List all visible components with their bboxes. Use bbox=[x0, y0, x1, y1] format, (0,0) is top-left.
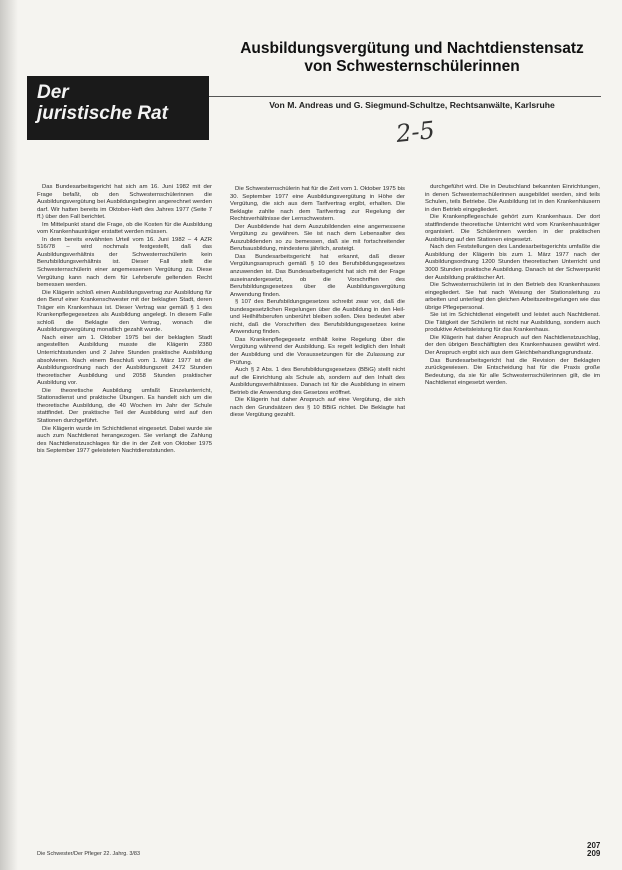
article-title bbox=[222, 40, 602, 76]
paragraph: Die Klägerin schloß einen Ausbildungsvertrag zur Ausbildung für den Beruf einer Krankenschwester mit der beklagten Stadt, deren Träger ein Krankenhaus ist. Dieser Vertrag war gemäß § 1 des Krankenpflegegesetzes als Ausbildung angelegt. In diesem Falle schloß die Beklagte den Vertrag, wonach die Ausbildungsvergütung monatlich gezahlt wurde. bbox=[37, 289, 212, 334]
page-number-a: 207 bbox=[587, 841, 601, 850]
byline: Von M. Andreas und G. Siegmund-Schultze, Rechtsanwälte, Karlsruhe bbox=[269, 100, 555, 110]
paragraph: Auch § 2 Abs. 1 des Berufsbildungsgesetzes (BBiG) stellt nicht auf die Einrichtung als Schule ab, sondern auf den Inhalt des Ausbildungsverhältnisses. Danach ist für die Ausbildung in einem Betrieb die Anwendung des Gesetzes eröffnet. bbox=[230, 367, 405, 396]
text-column-3 bbox=[425, 184, 600, 848]
title-line-2: von Schwesternschülerinnen bbox=[304, 58, 520, 75]
header-rule bbox=[209, 96, 601, 97]
paragraph: Nach einer am 1. Oktober 1975 bei der beklagten Stadt angestellten Ausbildung musste die Klägerin 2380 Unterrichtsstunden und 2 Jahre Stunden praktische Ausbildung absolvieren. Nach einem Beschluß vom 1. März 1977 ist die Ausbildungsordnung nach der Ausbildungszeit 2472 Stunden theoretischer Ausbildung und 2058 Stunden praktischer Ausbildung vor. bbox=[37, 334, 212, 387]
paragraph: Das Krankenpflegegesetz enthält keine Regelung über die Vergütung während der Ausbildung. Es regelt lediglich den Inhalt der Ausbildung und die Voraussetzungen für die Zulassung zur Prüfung. bbox=[230, 336, 405, 366]
handwritten-note: 2-5 bbox=[394, 116, 437, 148]
badge-line-1: Der bbox=[37, 82, 69, 103]
page-number bbox=[587, 842, 600, 858]
paragraph: Die Klägerin hat daher Anspruch auf den Nachtdienstzuschlag, der den übrigen Beschäftigten des Krankenhauses gewährt wird. Der Anspruch ergibt sich aus dem Gleichbehandlungsgrundsatz. bbox=[425, 334, 600, 357]
paragraph: Im Mittelpunkt stand die Frage, ob die Kosten für die Ausbildung vom Krankenhausträger erstattet werden müssen. bbox=[37, 221, 212, 236]
paragraph: § 107 des Berufsbildungsgesetzes schreibt zwar vor, daß die bundesgesetzlichen Regelungen über die Ausbildung in den Heil- und Heilhilfsberufen unberührt bleiben sollen. Dies bedeutet aber nicht, daß die Vorschriften des Berufsbildungsgesetzes keine Anwendung finden. bbox=[230, 299, 405, 336]
page-edge-shadow bbox=[0, 0, 18, 870]
journal-footer: Die Schwester/Der Pfleger 22. Jahrg. 3/83 bbox=[37, 851, 141, 857]
paragraph: Das Bundesarbeitsgericht hat erkannt, daß dieser Vergütungsanspruch gemäß § 10 des Berufsbildungsgesetzes anzuwenden ist. Das Bundesarbeitsgericht hat sich mit der Frage auseinandergesetzt, ob die Vorschriften des Berufsbildungsgesetzes über die Ausbildungsvergütung Anwendung finden. bbox=[230, 253, 405, 298]
paragraph: Die Klägerin wurde im Schichtdienst eingesetzt. Dabei wurde sie auch zum Nachtdienst herangezogen. Sie verlangt die Zahlung des Nachtdienstzuschlages für die in der Zeit von Oktober 1975 bis September 1977 geleisteten Nachtdienststunden. bbox=[37, 425, 212, 455]
paragraph: Die theoretische Ausbildung umfaßt Einzelunterricht, Stationsdienst und praktische Übungen. Es handelt sich um die theoretische Ausbildung, die 40 Wochen im Jahr der Schule stattfindet. Der praktische Teil der Ausbildung wird auf den Stationen durchgeführt. bbox=[37, 387, 212, 424]
paragraph: Die Krankenpflegeschule gehört zum Krankenhaus. Der dort stattfindende theoretische Unterricht wird vom Krankenhausträger organisiert. Die Schülerinnen werden in der praktischen Ausbildung auf den Stationen eingesetzt. bbox=[425, 214, 600, 243]
badge-line-2: juristische Rat bbox=[37, 103, 168, 124]
paragraph: durchgeführt wird. Die in Deutschland bekannten Einrichtungen, in denen Schwesternschülerinnen ausgebildet werden, sind teils Schulen, teils Betriebe. Die Ausbildung ist in den Krankenhäusern in den Betrieb eingegliedert. bbox=[425, 184, 600, 213]
paragraph: Sie ist im Schichtdienst eingeteilt und leistet auch Nachtdienst. Die Tätigkeit der Schülerin ist nicht nur Ausbildung, sondern auch produktive Arbeitsleistung für das Krankenhaus. bbox=[425, 312, 600, 334]
paragraph: Der Ausbildende hat dem Auszubildenden eine angemessene Vergütung zu gewähren. Sie ist nach dem Lebensalter des Auszubildenden so zu bemessen, daß sie mit fortschreitender Berufsausbildung, mindestens jährlich, ansteigt. bbox=[230, 223, 405, 253]
paragraph: In dem bereits erwähnten Urteil vom 16. Juni 1982 – 4 AZR 516/78 – wird nochmals festgestellt, daß das Ausbildungsverhältnis der Schwesternschülerin kein Berufsbildungsverhältnis ist. Dieser Fall stellt die Schwesternschülerin einer angemessenen Vergütung zu. Diese Vergütung kann nach dem für Lehrberufe geltenden Recht bemessen werden. bbox=[37, 236, 212, 289]
paragraph: Die Klägerin hat daher Anspruch auf eine Vergütung, die sich nach den Grundsätzen des § 10 BBiG richtet. Die Beklagte hat diese Vergütung gezahlt. bbox=[230, 397, 405, 419]
text-column-2 bbox=[230, 186, 405, 850]
title-line-1: Ausbildungsvergütung und Nachtdienstensatz bbox=[240, 40, 584, 57]
text-column-1 bbox=[37, 184, 212, 848]
section-badge bbox=[27, 76, 209, 140]
page-number-b: 209 bbox=[587, 849, 601, 858]
paragraph: Die Schwesternschülerin ist in den Betrieb des Krankenhauses eingegliedert. Sie hat nach Weisung der Stationsleitung zu arbeiten und unterliegt den gleichen Arbeitszeitregelungen wie das übrige Pflegepersonal. bbox=[425, 282, 600, 311]
paragraph: Die Schwesternschülerin hat für die Zeit vom 1. Oktober 1975 bis 30. September 1977 eine Ausbildungsvergütung in Höhe der Vergütung, die sich aus dem Tarifvertrag ergibt, erhalten. Die Beklagte zahlte nach dem Tarifvertrag zur Regelung der Rechtsverhältnisse der Lernschwestern. bbox=[230, 186, 405, 223]
paragraph: Das Bundesarbeitsgericht hat die Revision der Beklagten zurückgewiesen. Die Entscheidung hat für die Praxis große Bedeutung, da sie für alle Schwesternschülerinnen gilt, die im Nachtdienst eingesetzt werden. bbox=[425, 357, 600, 387]
paragraph: Das Bundesarbeitsgericht hat sich am 16. Juni 1982 mit der Frage befaßt, ob den Schwesternschülerinnen die Ausbildungsvergütung bei Ausbildungsbeginn angerechnet werden darf. Wir hatten bereits im Oktober-Heft des Jahres 1977 (Seite 7 ff.) über den Fall berichtet. bbox=[37, 184, 212, 221]
paragraph: Nach den Feststellungen des Landesarbeitsgerichts umfaßte die Ausbildung der Klägerin bis zum 1. März 1977 nach der Ausbildungsordnung 1200 Stunden theoretischen Unterricht und 3000 Stunden praktische Ausbildung. Danach ist der Schwerpunkt der Ausbildung praktischer Art. bbox=[425, 244, 600, 281]
